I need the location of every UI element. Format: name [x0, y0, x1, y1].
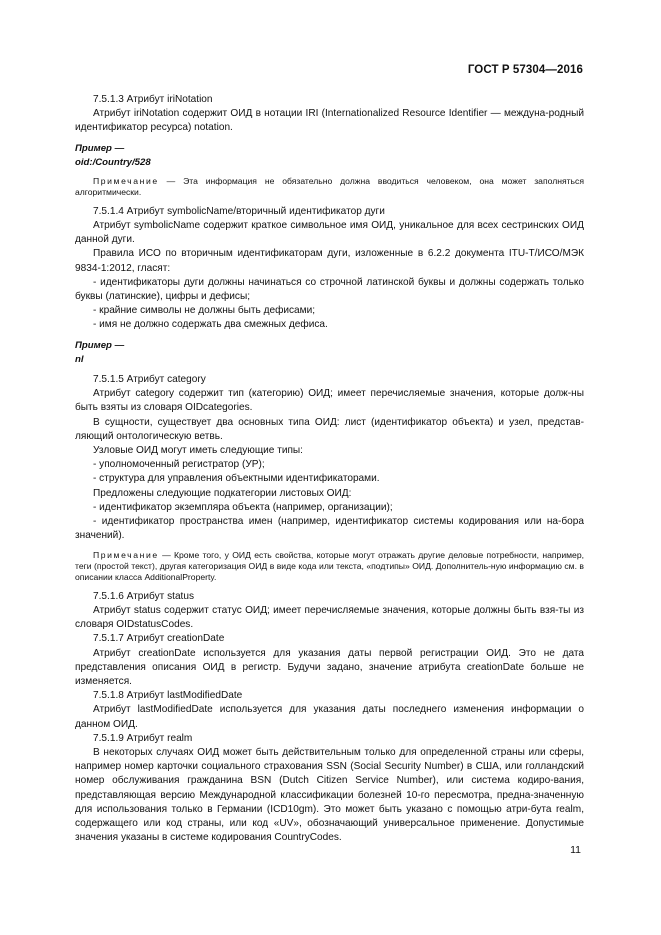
paragraph: В некоторых случаях ОИД может быть действительным только для определенной страны или сферы, например номер карточки социального страхования SSN (Social Security Number) в США, или голландский номер обслуживания гражданина BSN (Dutch Citizen Service Number), или система кодиро-вания, представляющая версию Международной классификации болезней 10-го пересмотра, предна-значенную для использования только в Германии (ICD10gm). Это может быть указано с помощью атри-бута realm, содержащего или код страны, или код «UV», обозначающий универсальное применение. Допустимые значения указаны в системе кодирования CountryCodes.	[75, 746, 584, 844]
list-item: - идентификатор пространства имен (например, идентификатор системы кодирования или на-бора значений).	[75, 516, 584, 542]
note-label: Примечание	[93, 549, 159, 560]
example-value: oid:/Country/528	[75, 156, 151, 168]
note	[75, 550, 584, 584]
paragraph: Правила ИСО по вторичным идентификаторам дуги, изложенные в 6.2.2 документа ITU-T/ИСО/МЭК 9834-1:2012, гласят:	[75, 248, 584, 274]
page-number: 11	[570, 844, 581, 856]
paragraph: Атрибут lastModifiedDate используется для указания даты последнего изменения информации о данном ОИД.	[75, 704, 584, 730]
paragraph: Узловые ОИД могут иметь следующие типы:	[93, 445, 303, 457]
paragraph: Атрибут symbolicName содержит краткое символьное имя ОИД, уникальное для всех сестринских ОИД данной дуги.	[75, 220, 584, 246]
section-heading: 7.5.1.7 Атрибут creationDate	[93, 633, 225, 645]
standard-header: ГОСТ Р 57304—2016	[467, 64, 583, 76]
section-heading: 7.5.1.9 Атрибут realm	[93, 732, 193, 744]
note-label: Примечание	[93, 176, 159, 187]
list-item: - идентификаторы дуги должны начинаться со строчной латинской буквы и должны содержать только буквы (латинские), цифры и дефисы;	[75, 276, 584, 303]
example-label: Пример —	[75, 339, 125, 351]
document-body	[75, 93, 584, 845]
paragraph: Атрибут creationDate используется для указания даты первой регистрации ОИД. Это не дата представления описания ОИД в регистр. Будучи задано, значение атрибута creationDate больше не изменяется.	[75, 647, 584, 687]
section-heading: 7.5.1.5 Атрибут category	[93, 374, 206, 386]
example-label: Пример —	[75, 142, 125, 154]
paragraph: Атрибут status содержит статус ОИД; имеет перечисляемые значения, которые должны быть взя-ты из словаря OIDstatusCodes.	[75, 604, 584, 631]
list-item: - уполномоченный регистратор (УР);	[93, 459, 265, 471]
section-heading: 7.5.1.6 Атрибут status	[93, 590, 195, 602]
paragraph: Предложены следующие подкатегории листовых ОИД:	[93, 487, 352, 499]
list-item: - имя не должно содержать два смежных дефиса.	[93, 319, 328, 331]
list-item: - структура для управления объектными идентификаторами.	[93, 473, 380, 485]
note-text: — Эта информация не обязательно должна вводиться человеком, она может заполняться алгоритмически.	[75, 176, 584, 198]
example-value: nl	[75, 353, 84, 365]
section-heading: 7.5.1.3 Атрибут iriNotation	[93, 94, 213, 105]
section-heading: 7.5.1.8 Атрибут lastModifiedDate	[93, 690, 243, 702]
note	[75, 176, 584, 199]
paragraph: В сущности, существует два основных типа ОИД: лист (идентификатор объекта) и узел, представ-ляющий онтологическую ветвь.	[75, 416, 584, 442]
section-heading: 7.5.1.4 Атрибут symbolicName/вторичный идентификатор дуги	[93, 205, 385, 217]
note-text: — Кроме того, у ОИД есть свойства, которые могут отражать другие деловые потребности, например, теги (простой текст), другая категоризация ОИД в виде кода или текста, «подтипы» ОИД. Дополнитель-ную информацию см. в описании класса AdditionalProperty.	[75, 549, 584, 583]
paragraph: Атрибут category содержит тип (категорию) ОИД; имеет перечисляемые значения, которые долж-ны быть взяты из словаря OIDcategories.	[75, 388, 584, 414]
list-item: - крайние символы не должны быть дефисами;	[93, 305, 316, 317]
list-item: - идентификатор экземпляра объекта (например, организации);	[93, 501, 393, 513]
paragraph: Атрибут iriNotation содержит ОИД в нотации IRI (Internationalized Resource Identifier — междуна-родный идентификатор ресурса) notation.	[75, 108, 584, 134]
